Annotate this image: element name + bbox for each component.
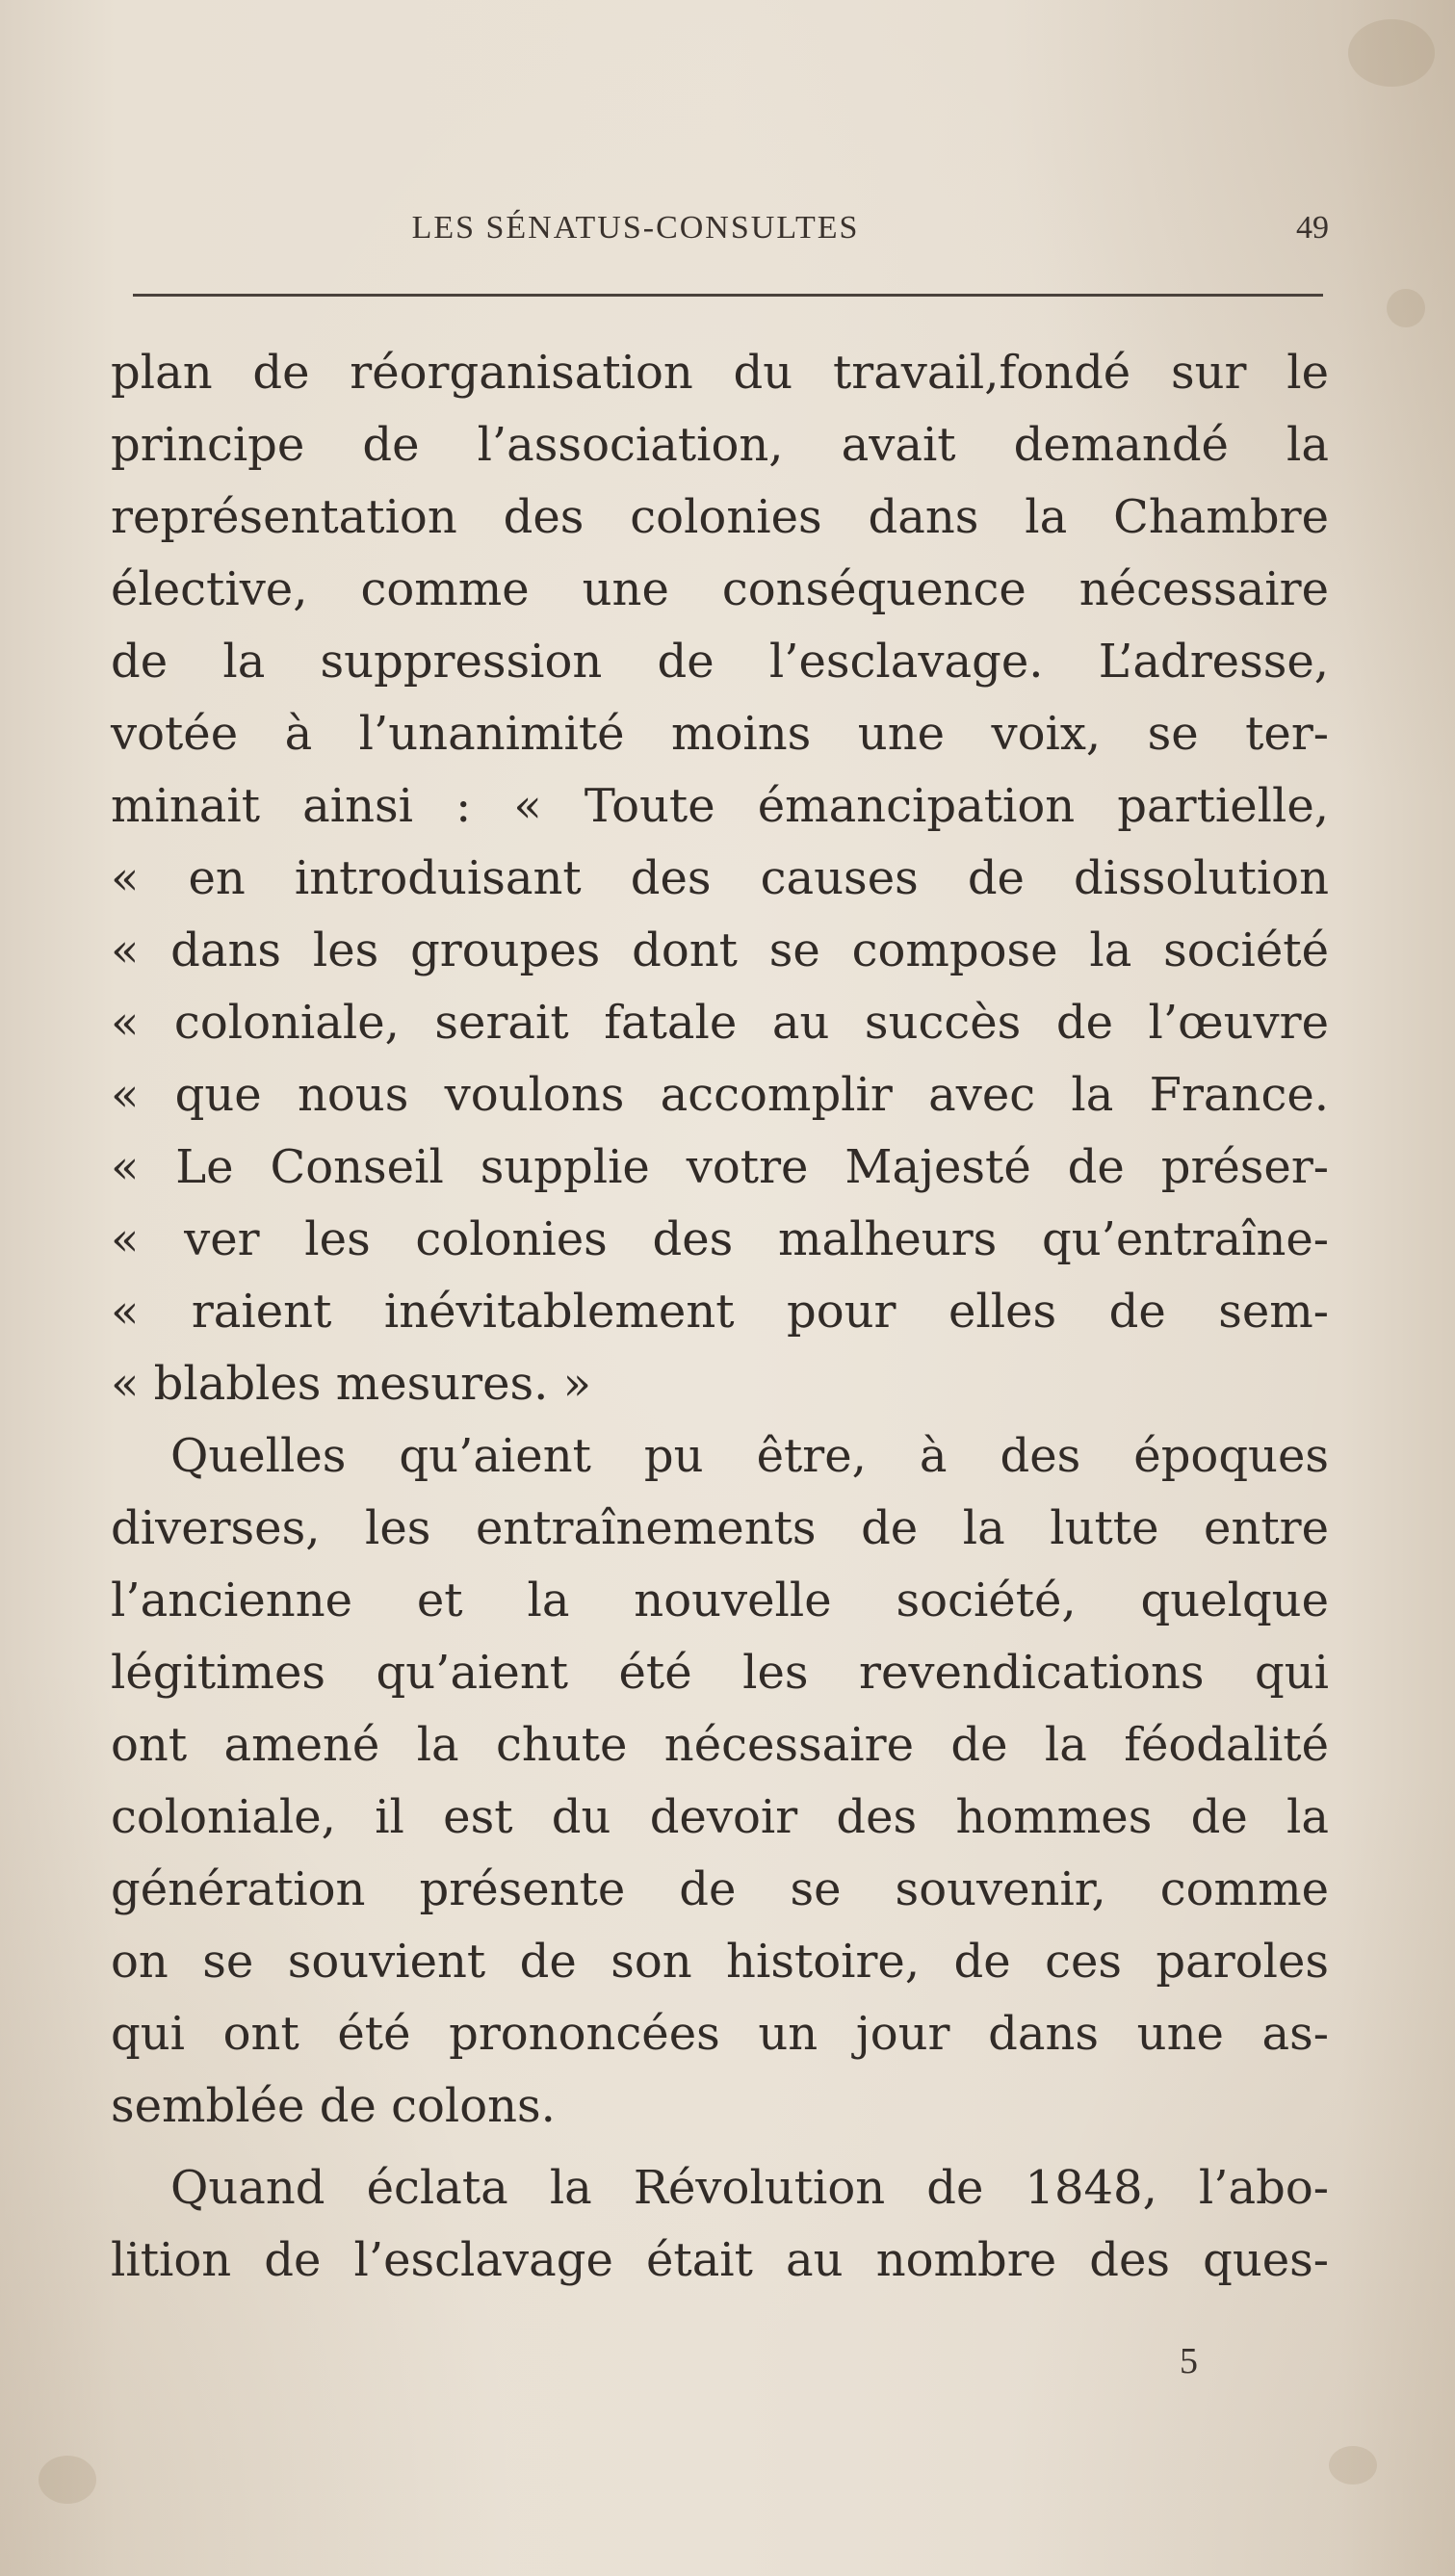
text-line: « dans les groupes dont se compose la société xyxy=(111,924,1329,977)
page-number: 49 xyxy=(1296,210,1329,246)
text-line: représentation des colonies dans la Chambre xyxy=(111,490,1329,544)
text-line: « raient inévitablement pour elles de sem- xyxy=(111,1285,1329,1339)
running-head xyxy=(106,210,1329,258)
running-title: LES SÉNATUS-CONSULTES xyxy=(411,210,860,246)
text-line: on se souvient de son histoire, de ces paroles xyxy=(111,1935,1329,1989)
text-line: l’ancienne et la nouvelle société, quelque xyxy=(111,1574,1329,1627)
text-line: ont amené la chute nécessaire de la féodalité xyxy=(111,1718,1329,1772)
header-rule xyxy=(133,294,1323,297)
text-line: « que nous voulons accomplir avec la France. xyxy=(111,1068,1329,1122)
text-line: élective, comme une conséquence nécessaire xyxy=(111,562,1329,616)
text-line: votée à l’unanimité moins une voix, se ter- xyxy=(111,707,1329,761)
text-line: « ver les colonies des malheurs qu’entraîne- xyxy=(111,1212,1329,1266)
text-line: Quand éclata la Révolution de 1848, l’abo- xyxy=(170,2161,1329,2215)
body-text xyxy=(111,337,1329,2297)
text-line: « Le Conseil supplie votre Majesté de préser- xyxy=(111,1140,1329,1194)
text-line: « blables mesures. » xyxy=(111,1357,592,1411)
text-line: minait ainsi : « Toute émancipation partielle, xyxy=(111,779,1329,833)
text-line: « en introduisant des causes de dissolution xyxy=(111,851,1329,905)
foxing-stain xyxy=(1348,19,1435,87)
text-line: plan de réorganisation du travail,fondé sur le xyxy=(111,346,1329,400)
text-line: Quelles qu’aient pu être, à des époques xyxy=(170,1429,1329,1483)
foxing-stain xyxy=(1329,2446,1377,2485)
text-line: principe de l’association, avait demandé la xyxy=(111,418,1329,472)
text-line: diverses, les entraînements de la lutte entre xyxy=(111,1501,1329,1555)
text-line: qui ont été prononcées un jour dans une as- xyxy=(111,2007,1329,2061)
text-line: légitimes qu’aient été les revendications qui xyxy=(111,1646,1329,1700)
foxing-stain xyxy=(39,2456,96,2504)
signature-mark: 5 xyxy=(1180,2341,1198,2381)
text-line: génération présente de se souvenir, comme xyxy=(111,1862,1329,1916)
text-line: « coloniale, serait fatale au succès de l’œuvre xyxy=(111,996,1329,1050)
foxing-stain xyxy=(1387,289,1425,327)
text-line: semblée de colons. xyxy=(111,2079,556,2133)
text-line: coloniale, il est du devoir des hommes de la xyxy=(111,1790,1329,1844)
text-line: lition de l’esclavage était au nombre des ques- xyxy=(111,2233,1329,2287)
text-line: de la suppression de l’esclavage. L’adresse, xyxy=(111,635,1329,689)
